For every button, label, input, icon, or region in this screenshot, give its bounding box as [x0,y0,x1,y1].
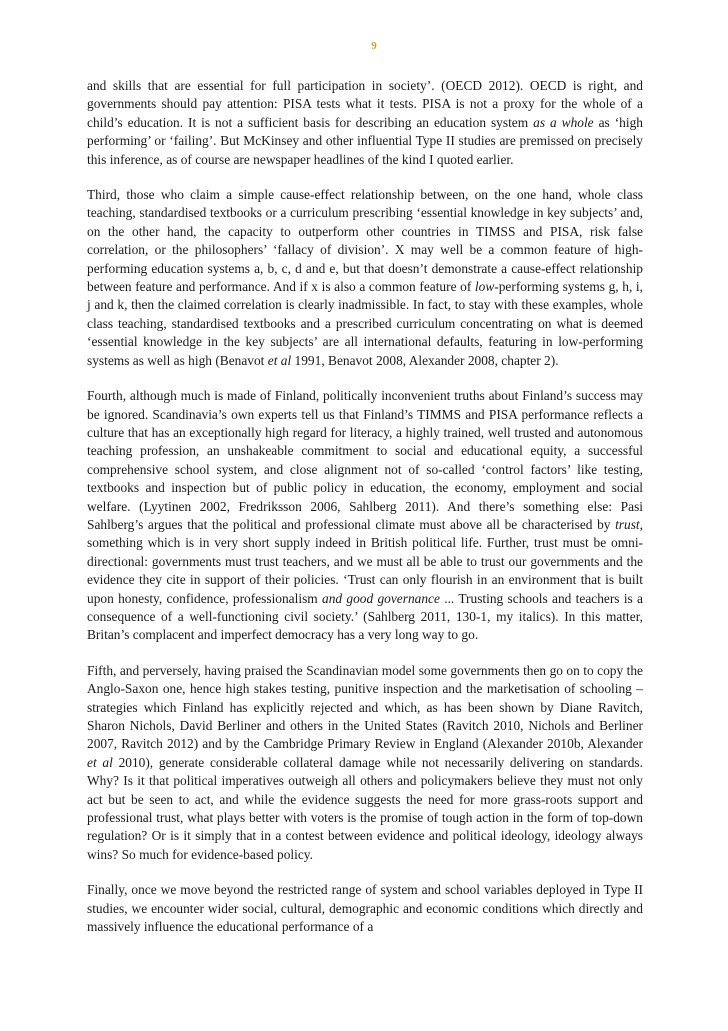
text-segment: Fourth, although much is made of Finland, politically inconvenient truths about Finland’s success may be ignored. Scandinavia’s own experts tell us that Finland’s TIMMS and PISA performance reflects a culture that has an exceptionally high regard for literacy, a highly trained, well trusted and autonomous teaching profession, an unshakeable commitment to social and educational equity, a successful comprehensive school system, and close alignment not of so-called ‘control factors’ like testing, textbooks and inspection but of public policy in education, the economy, employment and social welfare. (Lyytinen 2002, Fredriksson 2006, Sahlberg 2011). And there’s something else: Pasi Sahlberg’s argues that the political and professional climate must above all be characterised by [87,388,643,532]
text-segment: Fifth, and perversely, having praised the Scandinavian model some governments then go on to copy the Anglo-Saxon one, hence high stakes testing, punitive inspection and the marketisation of schooling – strategies which Finland has explicitly rejected and which, as has been shown by Diane Ravitch, Sharon Nichols, David Berliner and others in the United States (Ravitch 2010, Nichols and Berliner 2007, Ravitch 2012) and by the Cambridge Primary Review in England (Alexander 2010b, Alexander [87,662,643,752]
paragraph-5 [87,881,643,936]
paragraph-2 [87,186,643,370]
body-text [87,77,643,953]
text-segment: Finally, once we move beyond the restricted range of system and school variables deployed in Type II studies, we encounter wider social, cultural, demographic and economic conditions which directly and massively influence the educational performance of a [87,882,643,935]
paragraph-1 [87,77,643,169]
italic-text: low [474,279,495,295]
text-segment: , something which is in very short supply indeed in British political life. Further, trust must be omni-directional: governments must trust teachers, and we must all be able to trust our governments and the evidence they cite in support of their policies. ‘Trust can only flourish in an environment that is built upon honesty, confidence, professionalism [87,516,643,606]
italic-text: as a whole [533,114,594,130]
text-segment: Third, those who claim a simple cause-effect relationship between, on the one hand, whole class teaching, standardised textbooks or a curriculum prescribing ‘essential knowledge in key subjects’ and, on the other hand, the capacity to outperform other countries in TIMSS and PISA, risk false correlation, or the philosophers’ ‘fallacy of division’. X may well be a common feature of high-performing education systems a, b, c, d and e, but that doesn’t demonstrate a cause-effect relationship between feature and performance. And if x is also a common feature of [87,187,643,295]
text-segment: 1991, Benavot 2008, Alexander 2008, chapter 2). [291,352,559,368]
text-segment: as ‘high performing’ or ‘failing’. But McKinsey and other influential Type II studies are premissed on precisely this inference, as of course are newspaper headlines of the kind I quoted earlier. [87,114,643,167]
text-segment: ... Trusting schools and teachers is a consequence of a well-functioning civil society.’ (Sahlberg 2011, 130-1, my italics). In this matter, Britan’s complacent and imperfect democracy has a very long way to go. [87,590,643,643]
page-number: 9 [371,40,377,52]
italic-text: trust [615,516,640,532]
italic-text: and good governance [322,590,440,606]
paragraph-4 [87,662,643,864]
text-segment: and skills that are essential for full participation in society’. (OECD 2012). OECD is right, and governments should pay attention: PISA tests what it tests. PISA is not a proxy for the whole of a child’s education. It is not a sufficient basis for describing an education system [87,78,643,130]
paragraph-3 [87,387,643,645]
italic-text: et al [87,754,113,770]
italic-text: et al [267,352,292,368]
text-segment: -performing systems g, h, i, j and k, then the claimed correlation is clearly inadmissible. In fact, to stay with these examples, whole class teaching, standardised textbooks and a prescribed curriculum concentrating on what is deemed ‘essential knowledge in the key subjects’ are all international defaults, featuring in low-performing systems as well as high (Benavot [87,279,643,368]
text-segment: 2010), generate considerable collateral damage while not necessarily delivering on standards. Why? Is it that political imperatives outweigh all others and policymakers believe they must not only act but be seen to act, and while the evidence suggests the need for more grass-roots support and professional trust, what plays better with voters is the promise of tough action in the form of top-down regulation? Or is it simply that in a contest between evidence and political ideology, ideology always wins? So much for evidence-based policy. [87,754,643,862]
